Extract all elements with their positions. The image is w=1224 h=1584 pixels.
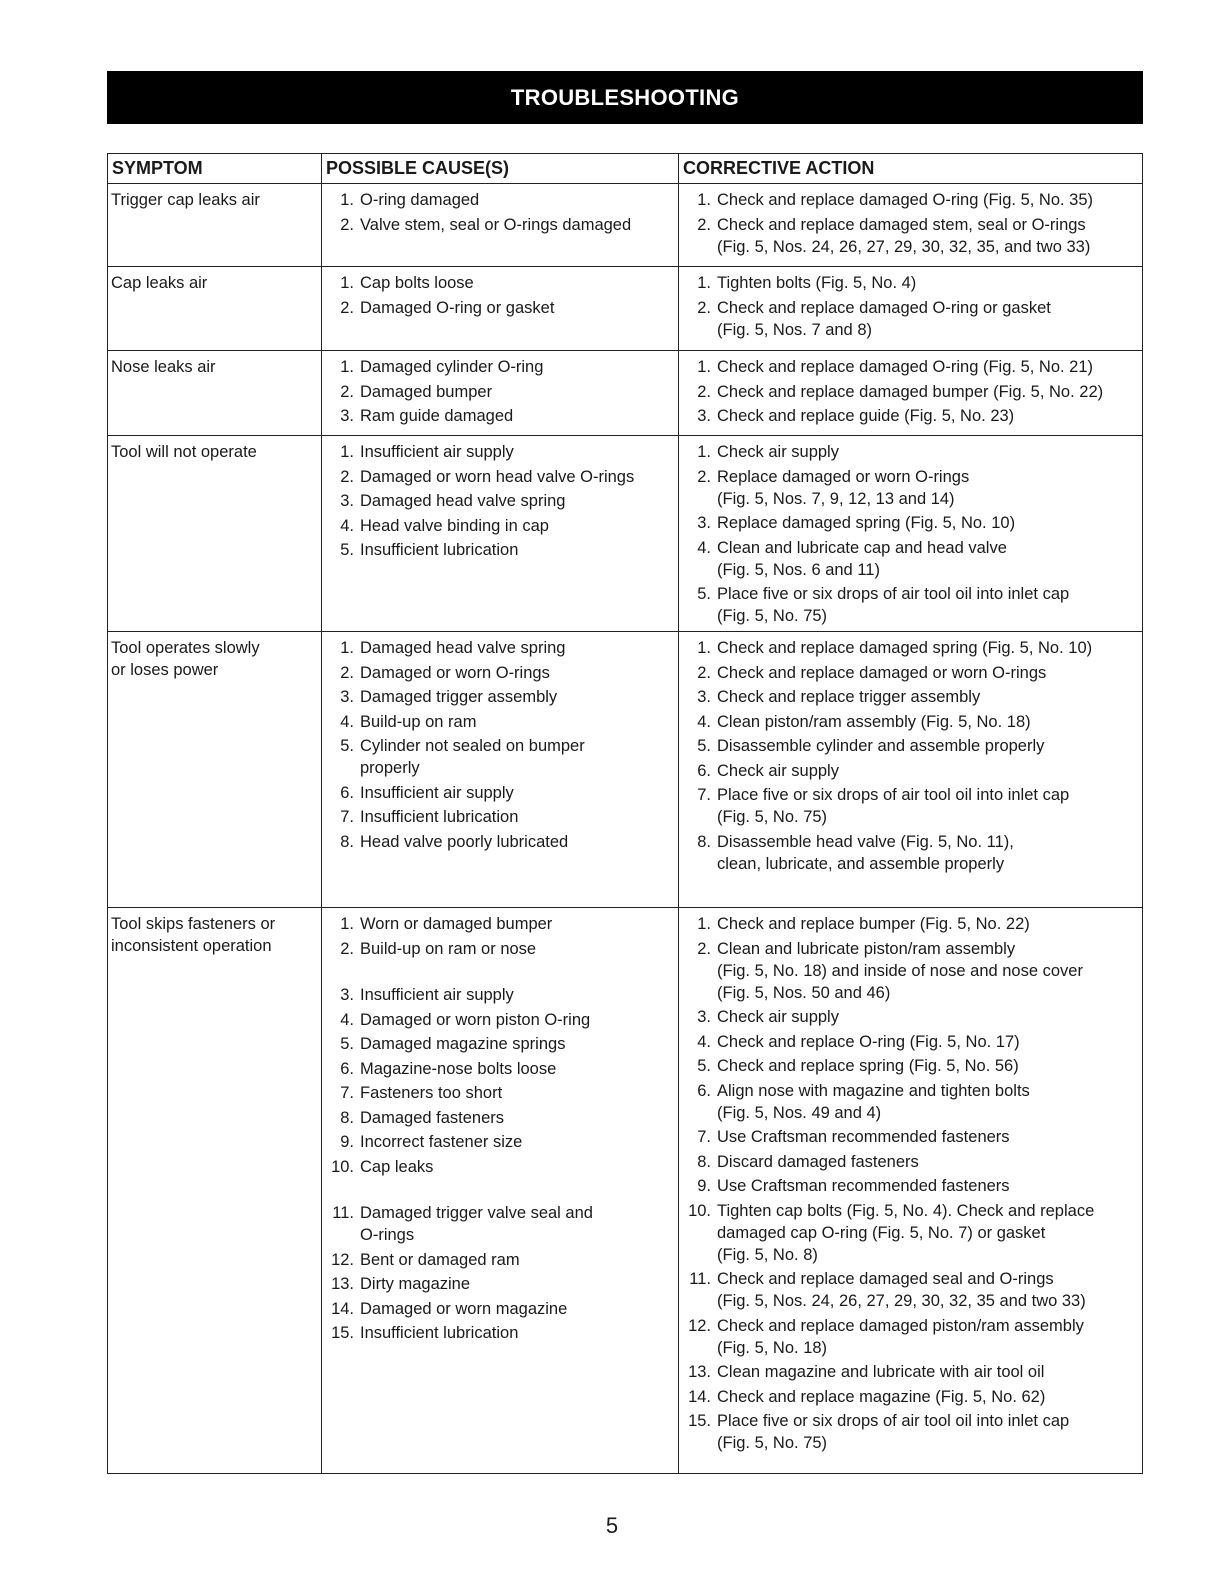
symptom-text: Tool skips fasteners or inconsistent operation	[111, 915, 276, 955]
action-list	[682, 189, 1138, 258]
symptom-cell	[108, 632, 322, 908]
action-cell	[679, 184, 1143, 267]
action-text: Align nose with magazine and tighten bolts (Fig. 5, Nos. 49 and 4)	[717, 1081, 1030, 1122]
item-number: 6.	[697, 761, 711, 780]
item-number: 5.	[697, 585, 711, 603]
page-number: 5	[605, 1513, 619, 1538]
action-list	[682, 637, 1138, 875]
cause-text: Build-up on ram or nose	[360, 939, 537, 958]
cause-item	[325, 1033, 674, 1055]
action-item	[682, 637, 1138, 659]
cause-item	[325, 1273, 674, 1295]
item-number: 1.	[697, 191, 711, 209]
item-number: 5.	[697, 1057, 711, 1075]
item-number: 2.	[697, 215, 711, 234]
action-text: Place five or six drops of air tool oil into inlet cap (Fig. 5, No. 75)	[717, 786, 1070, 826]
cause-cell	[322, 436, 679, 632]
table-header-row	[108, 154, 1143, 184]
item-number: 1.	[697, 915, 711, 933]
item-number: 1.	[697, 274, 711, 292]
cause-text: Damaged O-ring or gasket	[360, 298, 555, 317]
action-text: Clean and lubricate piston/ram assembly (Fig. 5, No. 18) and inside of nose and nose cover (Fig. 5, Nos. 50 and 46)	[717, 939, 1083, 1002]
action-text: Place five or six drops of air tool oil into inlet cap (Fig. 5, No. 75)	[717, 585, 1070, 625]
item-number: 10.	[688, 1201, 711, 1220]
action-item	[682, 1410, 1138, 1454]
action-item	[682, 913, 1138, 935]
cause-text: Damaged head valve spring	[360, 492, 566, 510]
action-item	[682, 272, 1138, 294]
item-number: 5.	[697, 737, 711, 755]
action-text: Check and replace trigger assembly	[717, 688, 981, 706]
action-item	[682, 381, 1138, 403]
action-item	[682, 356, 1138, 378]
action-text: Disassemble head valve (Fig. 5, No. 11), clean, lubricate, and assemble properly	[717, 832, 1014, 873]
item-number: 5.	[340, 737, 354, 755]
item-number: 4.	[697, 712, 711, 731]
action-text: Check and replace guide (Fig. 5, No. 23)	[717, 407, 1015, 425]
cause-text: Damaged or worn piston O-ring	[360, 1010, 591, 1029]
cause-item	[325, 214, 674, 236]
symptom-cell	[108, 267, 322, 351]
action-item	[682, 297, 1138, 341]
item-number: 2.	[697, 298, 711, 317]
item-number: 1.	[340, 191, 354, 209]
cause-text: Damaged or worn O-rings	[360, 663, 550, 682]
cause-text: Insufficient lubrication	[360, 1324, 519, 1342]
table-row	[108, 908, 1143, 1474]
action-text: Check and replace damaged spring (Fig. 5, No. 10)	[717, 639, 1093, 657]
action-item	[682, 760, 1138, 782]
cause-item	[325, 297, 674, 319]
cause-text: Bent or damaged ram	[360, 1250, 520, 1269]
cause-item	[325, 735, 674, 779]
action-item	[682, 1151, 1138, 1173]
table-body	[108, 184, 1143, 1474]
item-number: 2.	[697, 467, 711, 486]
cause-text: Cap bolts loose	[360, 274, 474, 292]
cause-text: Insufficient lubrication	[360, 541, 519, 559]
action-item	[682, 784, 1138, 828]
action-cell	[679, 267, 1143, 351]
cause-item	[325, 189, 674, 211]
action-text: Check and replace damaged bumper (Fig. 5, No. 22)	[717, 382, 1104, 401]
action-list	[682, 356, 1138, 427]
cause-item	[325, 490, 674, 512]
action-item	[682, 466, 1138, 510]
item-number: 4.	[697, 1032, 711, 1051]
action-text: Check and replace damaged or worn O-rings	[717, 663, 1047, 682]
action-cell	[679, 908, 1143, 1474]
item-number: 4.	[340, 1010, 354, 1029]
symptom-text: Tool will not operate	[111, 443, 257, 461]
action-item	[682, 662, 1138, 684]
cause-cell	[322, 908, 679, 1474]
cause-item	[325, 1058, 674, 1080]
item-number: 2.	[340, 215, 354, 234]
troubleshooting-table	[107, 153, 1143, 1474]
action-text: Check and replace O-ring (Fig. 5, No. 17)	[717, 1032, 1020, 1051]
cause-cell	[322, 351, 679, 436]
cause-item	[325, 662, 674, 684]
action-text: Check and replace damaged O-ring (Fig. 5, No. 21)	[717, 358, 1094, 376]
page-title: TROUBLESHOOTING	[107, 71, 1143, 124]
item-number: 1.	[340, 274, 354, 292]
cause-text: Damaged head valve spring	[360, 639, 566, 657]
item-number: 1.	[340, 358, 354, 376]
table-row	[108, 184, 1143, 267]
action-text: Check and replace damaged stem, seal or O-rings (Fig. 5, Nos. 24, 26, 27, 29, 30, 32, 35, and two 33)	[717, 215, 1091, 256]
item-number: 1.	[697, 443, 711, 461]
action-text: Check and replace damaged O-ring (Fig. 5, No. 35)	[717, 191, 1094, 209]
action-text: Check and replace damaged O-ring or gasket (Fig. 5, Nos. 7 and 8)	[717, 298, 1051, 339]
cause-text: Cylinder not sealed on bumper properly	[360, 737, 585, 777]
item-number: 4.	[340, 712, 354, 731]
cause-cell	[322, 267, 679, 351]
cause-text: Worn or damaged bumper	[360, 915, 553, 933]
item-number: 3.	[340, 492, 354, 510]
table-row	[108, 436, 1143, 632]
action-cell	[679, 632, 1143, 908]
cause-item	[325, 711, 674, 733]
action-text: Tighten cap bolts (Fig. 5, No. 4). Check and replace damaged cap O-ring (Fig. 5, No. 7) or gasket (Fig. 5, No. 8)	[717, 1201, 1095, 1264]
cause-text: O-ring damaged	[360, 191, 480, 209]
cause-text: Insufficient lubrication	[360, 808, 519, 826]
action-item	[682, 405, 1138, 427]
action-item	[682, 1175, 1138, 1197]
item-number: 6.	[340, 1059, 354, 1078]
cause-item	[325, 806, 674, 828]
item-number: 2.	[340, 663, 354, 682]
symptom-text: Cap leaks air	[111, 274, 208, 292]
cause-item	[325, 1082, 674, 1104]
table-row	[108, 267, 1143, 351]
action-text: Use Craftsman recommended fasteners	[717, 1177, 1010, 1195]
cause-item	[325, 782, 674, 804]
cause-list	[325, 356, 674, 427]
cause-item	[325, 1298, 674, 1320]
item-number: 3.	[697, 1008, 711, 1026]
cause-cell	[322, 184, 679, 267]
header-symptom: SYMPTOM	[108, 154, 322, 184]
action-item	[682, 1315, 1138, 1359]
action-item	[682, 1006, 1138, 1028]
action-text: Tighten bolts (Fig. 5, No. 4)	[717, 274, 917, 292]
symptom-text: Trigger cap leaks air	[111, 191, 260, 209]
cause-list	[325, 441, 674, 561]
action-text: Check and replace damaged piston/ram assembly (Fig. 5, No. 18)	[717, 1316, 1084, 1357]
action-cell	[679, 436, 1143, 632]
cause-item	[325, 356, 674, 378]
item-number: 2.	[340, 298, 354, 317]
action-text: Place five or six drops of air tool oil into inlet cap (Fig. 5, No. 75)	[717, 1412, 1070, 1452]
item-number: 14.	[688, 1387, 711, 1406]
item-number: 7.	[340, 1084, 354, 1102]
item-number: 4.	[340, 516, 354, 535]
item-number: 7.	[697, 1128, 711, 1146]
action-item	[682, 189, 1138, 211]
item-number: 8.	[697, 832, 711, 851]
cause-text: Fasteners too short	[360, 1084, 503, 1102]
action-item	[682, 583, 1138, 627]
item-number: 14.	[331, 1299, 354, 1318]
cause-text: Damaged fasteners	[360, 1108, 504, 1127]
symptom-text: Tool operates slowly or loses power	[111, 639, 260, 679]
item-number: 3.	[340, 407, 354, 425]
cause-text: Cap leaks	[360, 1157, 434, 1176]
cause-item	[325, 637, 674, 659]
action-item	[682, 537, 1138, 581]
item-number: 1.	[340, 443, 354, 461]
item-number: 2.	[697, 939, 711, 958]
cause-item	[325, 938, 674, 982]
item-number: 2.	[340, 939, 354, 958]
cause-item	[325, 913, 674, 935]
header-possible-causes: POSSIBLE CAUSE(S)	[322, 154, 679, 184]
action-item	[682, 1080, 1138, 1124]
cause-list	[325, 189, 674, 236]
action-text: Check air supply	[717, 1008, 839, 1026]
cause-text: Damaged or worn head valve O-rings	[360, 467, 635, 486]
cause-text: Build-up on ram	[360, 712, 477, 731]
item-number: 3.	[697, 688, 711, 706]
action-item	[682, 1386, 1138, 1408]
item-number: 9.	[697, 1177, 711, 1195]
cause-list	[325, 913, 674, 1344]
action-list	[682, 913, 1138, 1454]
action-cell	[679, 351, 1143, 436]
item-number: 1.	[340, 639, 354, 657]
action-item	[682, 1126, 1138, 1148]
header-corrective-action: CORRECTIVE ACTION	[679, 154, 1143, 184]
item-number: 13.	[331, 1275, 354, 1293]
cause-item	[325, 515, 674, 537]
item-number: 2.	[340, 467, 354, 486]
item-number: 3.	[340, 986, 354, 1004]
cause-item	[325, 984, 674, 1006]
cause-item	[325, 1249, 674, 1271]
item-number: 10.	[331, 1157, 354, 1176]
cause-text: Damaged cylinder O-ring	[360, 358, 544, 376]
cause-text: Damaged magazine springs	[360, 1035, 566, 1053]
item-number: 15.	[688, 1412, 711, 1430]
item-number: 13.	[688, 1363, 711, 1381]
item-number: 1.	[697, 639, 711, 657]
cause-list	[325, 272, 674, 319]
item-number: 12.	[331, 1250, 354, 1269]
cause-item	[325, 1322, 674, 1344]
action-text: Disassemble cylinder and assemble properly	[717, 737, 1045, 755]
action-item	[682, 1031, 1138, 1053]
cause-cell	[322, 632, 679, 908]
action-text: Clean piston/ram assembly (Fig. 5, No. 18)	[717, 712, 1031, 731]
action-item	[682, 1268, 1138, 1312]
item-number: 8.	[697, 1152, 711, 1171]
cause-item	[325, 441, 674, 463]
cause-text: Ram guide damaged	[360, 407, 514, 425]
item-number: 2.	[697, 382, 711, 401]
cause-item	[325, 381, 674, 403]
action-text: Clean and lubricate cap and head valve (Fig. 5, Nos. 6 and 11)	[717, 538, 1007, 579]
item-number: 5.	[340, 1035, 354, 1053]
cause-item	[325, 831, 674, 853]
item-number: 7.	[697, 786, 711, 804]
cause-text: Magazine-nose bolts loose	[360, 1059, 557, 1078]
action-list	[682, 272, 1138, 341]
action-text: Check and replace spring (Fig. 5, No. 56)	[717, 1057, 1019, 1075]
cause-text: Damaged bumper	[360, 382, 493, 401]
item-number: 4.	[697, 538, 711, 557]
cause-item	[325, 1156, 674, 1200]
action-item	[682, 512, 1138, 534]
action-item	[682, 1200, 1138, 1266]
action-item	[682, 735, 1138, 757]
item-number: 2.	[340, 382, 354, 401]
symptom-cell	[108, 908, 322, 1474]
item-number: 3.	[697, 407, 711, 425]
cause-text: Insufficient air supply	[360, 986, 514, 1004]
item-number: 6.	[697, 1081, 711, 1100]
cause-text: Head valve binding in cap	[360, 516, 549, 535]
action-list	[682, 441, 1138, 627]
item-number: 5.	[340, 541, 354, 559]
symptom-text: Nose leaks air	[111, 358, 216, 376]
action-text: Check and replace damaged seal and O-rings (Fig. 5, Nos. 24, 26, 27, 29, 30, 32, 35 and two 33)	[717, 1270, 1086, 1310]
cause-item	[325, 539, 674, 561]
cause-item	[325, 466, 674, 488]
action-text: Check and replace magazine (Fig. 5, No. 62)	[717, 1387, 1046, 1406]
cause-text: Head valve poorly lubricated	[360, 832, 569, 851]
cause-item	[325, 272, 674, 294]
cause-list	[325, 637, 674, 853]
action-text: Replace damaged spring (Fig. 5, No. 10)	[717, 514, 1016, 532]
action-item	[682, 214, 1138, 258]
action-item	[682, 831, 1138, 875]
action-text: Clean magazine and lubricate with air tool oil	[717, 1363, 1045, 1381]
action-item	[682, 1055, 1138, 1077]
item-number: 2.	[697, 663, 711, 682]
table-row	[108, 632, 1143, 908]
item-number: 3.	[697, 514, 711, 532]
action-text: Check air supply	[717, 761, 839, 780]
action-item	[682, 441, 1138, 463]
cause-item	[325, 1107, 674, 1129]
symptom-cell	[108, 351, 322, 436]
action-item	[682, 1361, 1138, 1383]
cause-item	[325, 1131, 674, 1153]
cause-text: Valve stem, seal or O-rings damaged	[360, 215, 632, 234]
action-item	[682, 686, 1138, 708]
cause-item	[325, 1009, 674, 1031]
cause-text: Insufficient air supply	[360, 783, 514, 802]
item-number: 11.	[332, 1204, 354, 1222]
action-item	[682, 938, 1138, 1004]
item-number: 11.	[689, 1270, 711, 1288]
item-number: 12.	[688, 1316, 711, 1335]
table-row	[108, 351, 1143, 436]
symptom-cell	[108, 436, 322, 632]
action-item	[682, 711, 1138, 733]
action-text: Replace damaged or worn O-rings (Fig. 5, Nos. 7, 9, 12, 13 and 14)	[717, 467, 970, 508]
cause-text: Dirty magazine	[360, 1275, 471, 1293]
action-text: Discard damaged fasteners	[717, 1152, 919, 1171]
item-number: 6.	[340, 783, 354, 802]
item-number: 9.	[340, 1133, 354, 1151]
item-number: 15.	[331, 1324, 354, 1342]
cause-item	[325, 1202, 674, 1246]
cause-item	[325, 405, 674, 427]
item-number: 8.	[340, 1108, 354, 1127]
symptom-cell	[108, 184, 322, 267]
item-number: 8.	[340, 832, 354, 851]
cause-text: Incorrect fastener size	[360, 1133, 523, 1151]
action-text: Check and replace bumper (Fig. 5, No. 22)	[717, 915, 1030, 933]
item-number: 1.	[340, 915, 354, 933]
action-text: Check air supply	[717, 443, 839, 461]
cause-text: Damaged or worn magazine	[360, 1299, 568, 1318]
cause-text: Damaged trigger valve seal and O-rings	[360, 1204, 593, 1244]
action-text: Use Craftsman recommended fasteners	[717, 1128, 1010, 1146]
item-number: 7.	[340, 808, 354, 826]
cause-text: Damaged trigger assembly	[360, 688, 558, 706]
cause-text: Insufficient air supply	[360, 443, 514, 461]
item-number: 3.	[340, 688, 354, 706]
item-number: 1.	[697, 358, 711, 376]
cause-item	[325, 686, 674, 708]
